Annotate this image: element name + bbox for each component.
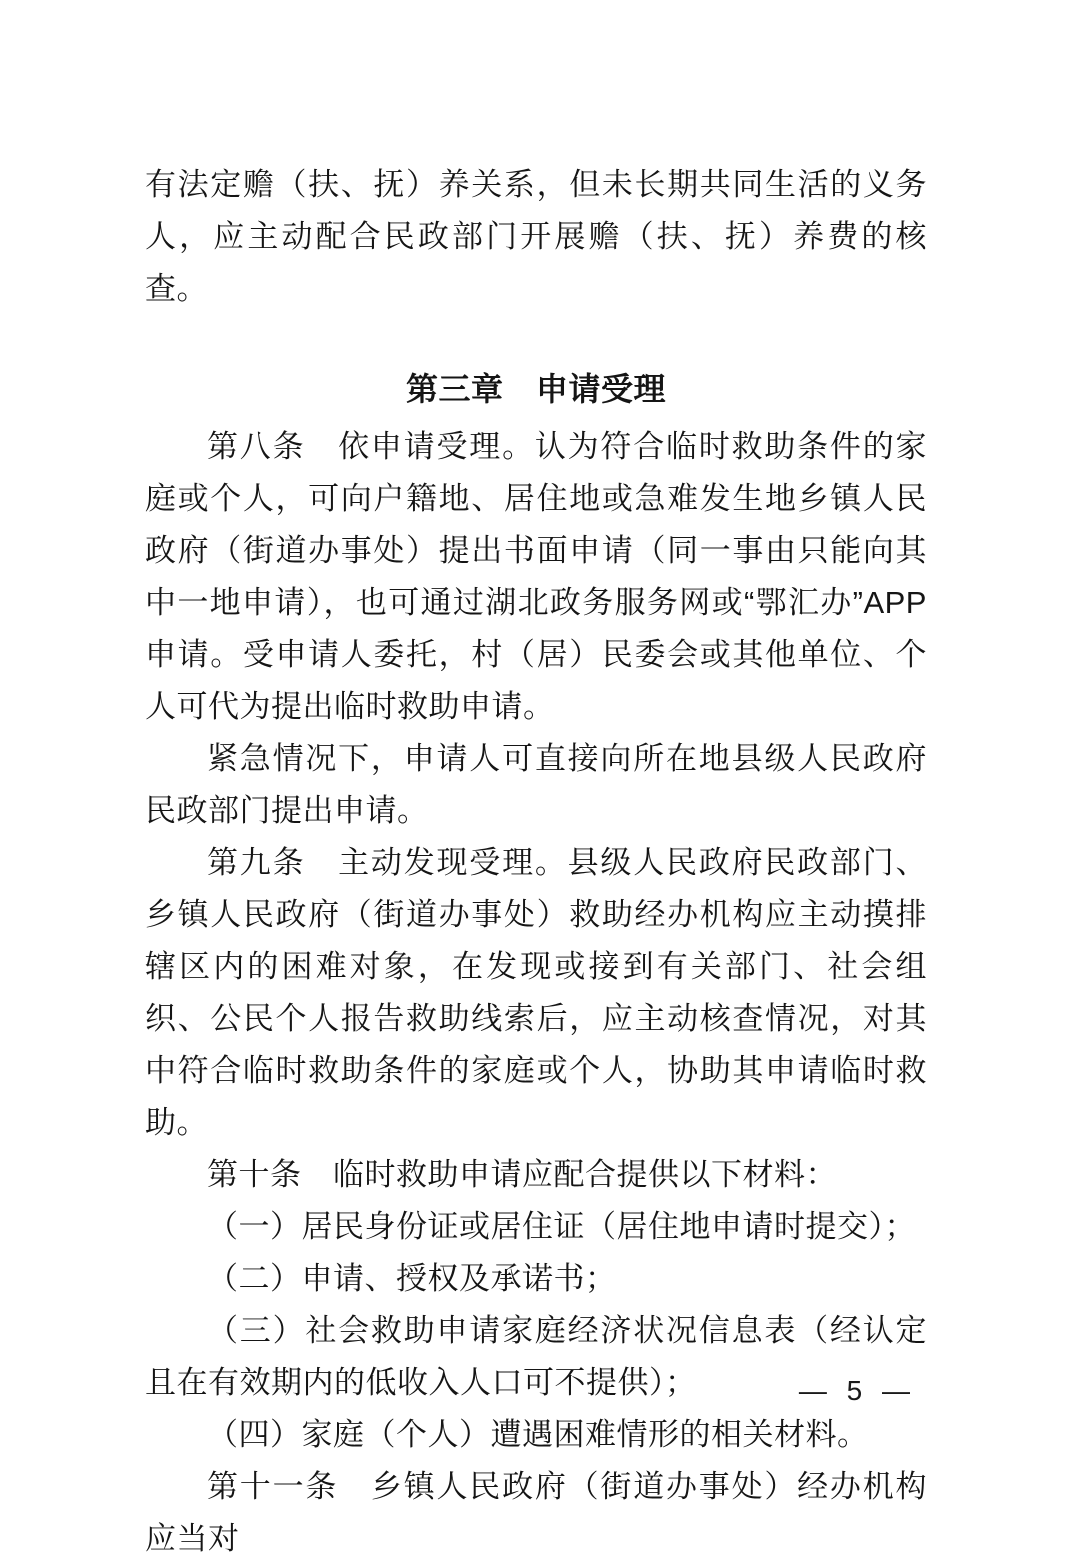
article-11-paragraph: 第十一条 乡镇人民政府（街道办事处）经办机构应当对 xyxy=(145,1469,927,1556)
emergency-paragraph: 紧急情况下，申请人可直接向所在地县级人民政府民政部门提出申请。 xyxy=(145,741,927,828)
document-body xyxy=(145,0,927,1565)
list-item-2: （二）申请、授权及承诺书； xyxy=(207,1261,617,1296)
article-9-paragraph: 第九条 主动发现受理。县级人民政府民政部门、乡镇人民政府（街道办事处）救助经办机构应主动摸排辖区内的困难对象，在发现或接到有关部门、社会组织、公民个人报告救助线索后，应主动核查情况，对其中符合临时救助条件的家庭或个人，协助其申请临时救助。 xyxy=(145,845,927,1140)
list-item-3: （三）社会救助申请家庭经济状况信息表（经认定且在有效期内的低收入人口可不提供）； xyxy=(145,1313,927,1400)
page-number: — 5 — xyxy=(798,1375,916,1406)
list-item-1: （一）居民身份证或居住证（居住地申请时提交）； xyxy=(207,1209,916,1244)
article-8-paragraph: 第八条 依申请受理。认为符合临时救助条件的家庭或个人，可向户籍地、居住地或急难发生地乡镇人民政府（街道办事处）提出书面申请（同一事由只能向其中一地申请），也可通过湖北政务服务网或“鄂汇办”APP 申请。受申请人委托，村（居）民委会或其他单位、个人可代为提出临时救助申请。 xyxy=(145,429,927,724)
paragraph-continuation: 有法定赡（扶、抚）养关系，但未长期共同生活的义务人，应主动配合民政部门开展赡（扶、抚）养费的核查。 xyxy=(145,167,927,306)
list-item-4: （四）家庭（个人）遭遇困难情形的相关材料。 xyxy=(207,1417,869,1452)
article-10-paragraph: 第十条 临时救助申请应配合提供以下材料： xyxy=(207,1157,837,1192)
chapter-heading: 第三章 申请受理 xyxy=(405,371,666,407)
